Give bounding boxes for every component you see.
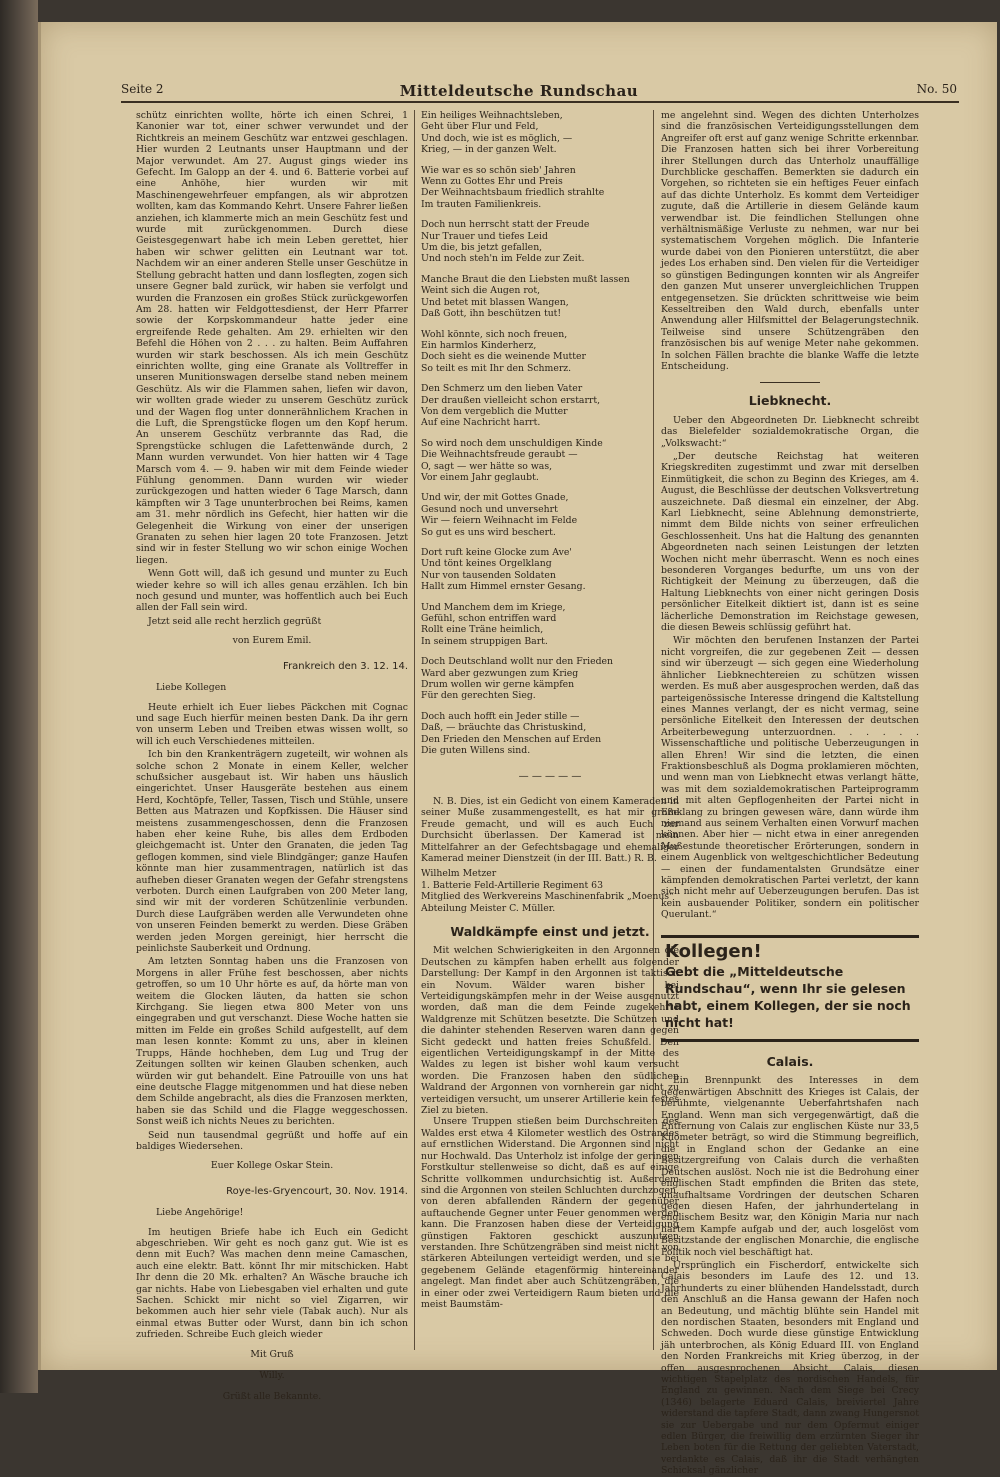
poem-line: Und noch steh'n im Felde zur Zeit. bbox=[421, 253, 585, 265]
poem-stanza bbox=[421, 711, 679, 757]
poem-line: Gesund noch und unversehrt bbox=[421, 503, 558, 515]
poem-line: Wir — feiern Weihnacht im Felde bbox=[421, 515, 578, 527]
poem-line: Den Frieden den Menschen auf Erden bbox=[421, 733, 602, 745]
poem-line: Der draußen vielleicht schon erstarrt, bbox=[421, 394, 601, 406]
article-paragraph: Ein Brennpunkt des Interesses in dem gegenwärtigen Abschnitt des Krieges ist Calais, der berühmte, vielgenannte Ueberfahrtshafen nach England. Wenn man sich vergegenwärtigt, daß die Entfernung von Calais zur englischen Küste nur 33,5 Kilometer beträgt, so wird die Stimmung begreiflich, die in England schon der Gedanke an eine Besitzergreifung von Calais durch die verhaßten Deutschen auslöst. Noch nie ist die Bedrohung einer englischen Stadt empfinden die Briten das stete, unaufhaltsame Vordringen der deutschen Scharen gegen diesen Hafen, der jahrhundertelang in englischem Besitz war, den Königin Maria nur nach hartem Kampfe aufgab und der, auch losgelöst vom Besitzstande der englischen Monarchie, die englische Politik noch viel beschäftigt hat. bbox=[661, 1075, 919, 1258]
letter-signature: Willy. bbox=[259, 1370, 285, 1382]
poem-line: Um die, bis jetzt gefallen, bbox=[421, 242, 543, 254]
article-paragraph: Wir möchten den berufenen Instanzen der Partei nicht vorgreifen, die zur gegebenen Zeit — dessen sind wir überzeugt — sich gegen eine Wiederholung ähnlicher Liebknechtereien zu schützen wissen werden. Es muß aber ausgesprochen werden, daß das parteigenössische Interesse dringend die Kaltstellung eines Mannes verlangt, der es nicht vermag, seine persönliche Eitelkeit den Interessen der deutschen Arbeiterbewegung unterzuordnen. . . . . . Wissenschaftliche und politische Ueberzeugungen in allen Ehren! Wir sind die letzten, die einen Fraktionsbeschluß als Dogma proklamieren möchten, und wenn man von Liebknecht etwas verlangt hätte, was mit dem sozialdemokratischen Parteiprogramm und mit alten Gepflogenheiten der Partei nicht in Einklang zu bringen gewesen wäre, dann würde ihm niemand aus seinem Verhalten einen Vorwurf machen können. Aber hier — nicht etwa in einer anregenden Mußestunde theoretischer Erörterungen, sondern in einem Augenblick von weltgeschichtlicher Bedeutung — einen der fundamentalsten Grundsätze einer kämpfenden demokratischen Partei verletzt, der kann sich nicht mehr auf Ueberzeugungen berufen. Das ist kein ausbauender Politiker, sondern ein politischer Querulant.“ bbox=[661, 635, 919, 921]
book-binding bbox=[0, 0, 38, 1393]
letter-paragraph: Am letzten Sonntag haben uns die Franzosen von Morgens in aller Frühe fest beschossen, aber nichts getroffen, so um 10 Uhr hörte es auf, da hörte man von weitem die Glocken läuten, da hatten sie schon Kirchgang. Sie liegen etwa 800 Meter von uns eingegraben und gut verschanzt. Diese Woche hatten sie mitten im Felde ein großes Schild aufgestellt, auf dem man lesen konnte: Kommt zu uns, aber in kleinen Trupps, Hände hochheben, dem Lug und Trug der Zeitungen sollten wir keinen Glauben schenken, auch würden wir gut behandelt. Eine Patrouille von uns hat eine deutsche Flagge mitgenommen und hat diese neben dem Schilde angebracht, als dies die Franzosen merkten, haben sie das Schild und die Flagge weggeschossen. Sonst weiß ich nichts Neues zu berichten. bbox=[136, 956, 408, 1128]
poem-stanza bbox=[421, 329, 679, 375]
letter-regards: Grüßt alle Bekannte. bbox=[222, 1391, 322, 1403]
letter-signature: Euer Kollege Oskar Stein. bbox=[210, 1160, 334, 1172]
letter-paragraph: schütz einrichten wollte, hörte ich einen Schrei, 1 Kanonier war tot, einer schwer verwundet und der Richtkreis an meinem Geschütz war entzwei geschlagen. Hier wurden 2 Leutnants unser Hauptmann und der Major verwundet. Am 27. August gings wieder ins Gefecht. Im Galopp an der 4. und 6. Batterie vorbei auf eine Anhöhe, hier wurden wir mit Maschinengewehrfeuer empfangen, als wir abprotzen wollten, kam das Kommando Kehrt. Unsere Fahrer ließen anziehen, ich klammerte mich an mein Geschütz fest und wurde mit zurückgenommen. Durch diese Geistesgegenwart habe ich mein Leben gerettet, hier haben wir schwer gelitten ein Leutnant war tot. Nachdem wir an einer anderen Stelle unser Geschütze in Stellung gebracht hatten und dann losflegten, zogen sich unsere Gegner bald zurück, wir haben sie verfolgt und wurden die Franzosen ein großes Stück zurückgeworfen Am 28. hatten wir Feldgottesdienst, der Herr Pfarrer sowie der Korpskommandeur hatte jeder eine ergreifende Rede gehalten. Am 29. erhielten wir den Befehl die Höhen von 2 . . . zu halten. Beim Auffahren wurden wir stark beschossen. Als ich mein Geschütz einrichten wollte, ging eine Granate als Volltreffer in unseren Munitionswagen derselbe stand neben meinem Geschütz. Als wir die Flammen sahen, liefen wir davon, wir wollten grade wieder zu unserem Geschütz zurück und der Wagen flog unter donnerähnlichem Krachen in die Luft, die Sprengstücke flogen um den Kopf herum. An unserem Geschütz verbrannte das Rad, die Sprengstücke schlugen die Lafettenwände durch, 2 Mann wurden verwundet. Von hier hatten wir 4 Tage Marsch vom 4. — 9. haben wir mit dem Feinde wieder Fühlung genommen. Dann wurden wir wieder zurückgezogen und hatten wieder 6 Tage Marsch, dann kämpften wir 3 Tage ununterbrochen bei Reims, kamen am 31. mehr nördlich ins Gefecht, hier hatten wir die Gelegenheit die Wirkung von einer der unserigen Granaten zu sehen hier lagen 20 tote Franzosen. Jetzt sind wir in fester Stellung wo wir schon einige Wochen liegen. bbox=[136, 110, 408, 566]
article-paragraph: me angelehnt sind. Wegen des dichten Unterholzes sind die französischen Verteidigungsstellungen dem Angreifer oft erst auf ganz wenige Schritte erkennbar. Die Franzosen hatten sich bei ihrer Vorbereitung ihrer Stellungen durch das Unterholz unauffällige Durchblicke geschaffen. Bemerkten sie dadurch ein Vorgehen, so richteten sie ein heftiges Feuer einfach auf das dichte Unterholz. Es kommt dem Verteidiger zugute, daß die Artillerie in diesem Gelände kaum verwendbar ist. Die feindlichen Stellungen ohne verhältnismäßige Verluste zu nehmen, war nur bei systematischem Vorgehen möglich. Die Infanterie wurde dabei von den Pionieren unterstützt, die aber jedes Los erhaben sind. Den vielen für die Verteidiger so günstigen Bedingungen konnten wir als Angreifer den ganzen Mut unserer unvergleichlichen Truppen entgegensetzen. Sie drückten schrittweise wie beim Kesseltreiben den Wald durch, ebenfalls unter Anwendung aller Hilfsmittel der Belagerungstechnik. Teilweise sind unsere Schützengräben den französischen bis auf wenige Meter nahe gekommen. In solchen Fällen brachte die blanke Waffe die letzte Entscheidung. bbox=[661, 110, 919, 372]
letter-signature: von Eurem Emil. bbox=[232, 635, 312, 647]
poem-line: Auf eine Nachricht harrt. bbox=[421, 417, 541, 429]
poem-stanza bbox=[421, 383, 679, 429]
note-signature-name: Wilhelm Metzer bbox=[421, 868, 497, 880]
poem-line: Weint sich die Augen rot, bbox=[421, 285, 541, 297]
poem-line: Hallt zum Himmel ernster Gesang. bbox=[421, 581, 586, 593]
poem-line: Drum wollen wir gerne kämpfen bbox=[421, 679, 575, 691]
poem-line: Den Schmerz um den lieben Vater bbox=[421, 383, 583, 395]
poem-line: Von dem vergeblich die Mutter bbox=[421, 405, 568, 417]
poem-line: Im trauten Familienkreis. bbox=[421, 198, 542, 210]
letter-closing: Mit Gruß bbox=[250, 1348, 294, 1360]
poem-line: Doch Deutschland wollt nur den Frieden bbox=[421, 656, 614, 668]
article-paragraph: Unsere Truppen stießen beim Durchschreiten des Waldes erst etwa 4 Kilometer westlich des Ostrandes auf ernstlichen Widerstand. Die Argonnen sind nicht nur Hochwald. Das Unterholz ist infolge der geringen Forstkultur stellenweise so dicht, daß es auf einige Schritte vollkommen undurchsichtig ist. Außerdem sind die Argonnen von steilen Schluchten durchzogen, von deren abfallenden Rändern der gegenüber auftauchende Gegner unter Feuer genommen werden kann. Die Franzosen haben diese der Verteidigung günstigen Faktoren geschickt auszunutzen verstanden. Ihre Schützengräben sind meist nicht von stärkeren Abteilungen verteidigt werden, und sie bei gegebenem Gelände etagenförmig hintereinander angelegt. Man findet aber auch Schützengräben, die in einer oder zwei Verteidigern Raum bieten und die meist Baumstäm- bbox=[421, 1116, 679, 1310]
poem-stanza bbox=[421, 110, 679, 156]
poem-line: Dort ruft keine Glocke zum Ave' bbox=[421, 547, 572, 558]
newspaper-page bbox=[38, 22, 997, 1477]
letter-place-date: Frankreich den 3. 12. 14. bbox=[283, 660, 408, 672]
poem-stanza bbox=[421, 656, 679, 702]
column-divider bbox=[414, 110, 415, 1350]
poem bbox=[421, 110, 679, 757]
column-3 bbox=[661, 110, 919, 1477]
poem-line: Ward aber gezwungen zum Krieg bbox=[421, 667, 579, 679]
poem-line: Und Manchem dem im Kriege, bbox=[421, 601, 566, 613]
poem-line: Wenn zu Gottes Ehr und Preis bbox=[421, 176, 563, 188]
column-2 bbox=[421, 110, 679, 1358]
ad-heading: Kollegen! bbox=[665, 940, 762, 962]
poem-line: Daß Gott, ihn beschützen tut! bbox=[421, 308, 562, 320]
page-number: Seite 2 bbox=[121, 82, 164, 96]
article-paragraph: Ueber den Abgeordneten Dr. Liebknecht schreibt das Bielefelder sozialdemokratische Organ, die „Volkswacht:“ bbox=[661, 414, 919, 449]
poem-line: Ein heiliges Weihnachtsleben, bbox=[421, 110, 563, 121]
poem-line: So wird noch dem unschuldigen Kinde bbox=[421, 437, 603, 449]
poem-line: Wohl könnte, sich noch freuen, bbox=[421, 328, 568, 340]
note-text: N. B. Dies, ist ein Gedicht von einem Kameraden in seiner Muße zusammengestellt, es hat mir große Freude gemacht, und will es auch Euch zur Durchsicht überlassen. Der Kamerad ist mein Mittelfahrer an der Gefechtsbagage und ehemaliger Kamerad meiner Dienstzeit (in der III. Batt.) R. B. bbox=[421, 795, 679, 864]
poem-line: Die Weihnachtsfreude geraubt — bbox=[421, 449, 578, 461]
poem-stanza bbox=[421, 547, 679, 593]
poem-line: Wie war es so schön sieb' Jahren bbox=[421, 164, 576, 176]
letter-salutation: Liebe Kollegen bbox=[156, 682, 227, 694]
poem-line: Die guten Willens sind. bbox=[421, 745, 531, 757]
letter-paragraph: Ich bin den Krankenträgern zugeteilt, wir wohnen als solche schon 2 Monate in einem Keller, welcher schußsicher ausgebaut ist. Wir haben uns häuslich eingerichtet. Unser Hausgeräte bestehen aus einem Herd, Kochtöpfe, Teller, Tassen, Tisch und Stühle, unsere Betten aus Matrazen und Kopfkissen. Die Häuser sind meistens zusammengeschossen, denn die Franzosen haben eher keine Ruhe, bis alles dem Erdboden gleichgemacht ist. Unter den Granaten, die jeden Tag geflogen kommen, sind viele Blindgänger; ganze Haufen könnte man hier zusammentragen, natürlich ist das aufheben dieser Granaten wegen der Gefahr strengstens verboten. Durch einen Laufgraben von 200 Meter lang, sind wir mit der vorderen Schützenlinie verbunden. Durch diese Laufgräben werden alle Verwundeten ohne von unseren Feinden bemerkt zu werden. Diese Gräben werden jeden Morgen gereinigt, hier herrscht die peinlichste Sauberkeit und Ordnung. bbox=[136, 749, 408, 955]
article-paragraph: Ursprünglich ein Fischerdorf, entwickelte sich Calais besonders im Laufe des 12. und 13. Jahrhunderts zu einer blühenden Handelsstadt, durch den Anschluß an die Hansa gewann der Hafen noch an Bedeutung, und mächtig blühte sein Handel mit den nordischen Staaten, besonders mit England und Schweden. Doch wurde diese günstige Entwicklung jäh unterbrochen, als König Eduard III. von England den Norden Frankreichs mit Krieg überzog, in der offen ausgesprochenen Absicht, Calais, diesen wichtigen Stapelplatz des nordischen Handels, für England zu gewinnen. Nach dem Siege bei Crecy (1346) belagerte Eduard Calais, breiviertel Jahre widerstand die tapfere Stadt, dann zwang Hungersnot sie zur Uebergabe und nur dem Opfermut einiger edlen Bürger, die freiwillig dem erzürnten Sieger ihr Leben boten für die Rettung der geliebten Vaterstadt, verdankte es Calais, daß ihr die Stadt verhängten Schicksal gänzlicher bbox=[661, 1259, 919, 1477]
poem-line: Gefühl, schon entriffen ward bbox=[421, 613, 557, 625]
poem-stanza bbox=[421, 165, 679, 211]
poem-line: Vor einem Jahr geglaubt. bbox=[421, 471, 539, 483]
letter-greeting: Jetzt seid alle recht herzlich gegrüßt bbox=[148, 615, 322, 627]
header-rule bbox=[121, 101, 959, 103]
poem-line: Ein harmlos Kinderherz, bbox=[421, 339, 537, 351]
article-title: Waldkämpfe einst und jetzt. bbox=[450, 923, 650, 939]
poem-line: In seinem struppigen Bart. bbox=[421, 635, 548, 647]
poem-line: Und wir, der mit Gottes Gnade, bbox=[421, 492, 569, 504]
poem-stanza bbox=[421, 438, 679, 484]
letter-place-date: Roye-les-Gryencourt, 30. Nov. 1914. bbox=[226, 1185, 408, 1197]
poem-line: O, sagt — wer hätte so was, bbox=[421, 460, 553, 472]
separator-stars: — — — — — bbox=[518, 770, 582, 782]
letter-salutation: Liebe Angehörige! bbox=[156, 1207, 244, 1219]
poem-line: So gut es uns wird beschert. bbox=[421, 526, 556, 538]
masthead-title: Mitteldeutsche Rundschau bbox=[399, 82, 639, 100]
issue-number: No. 50 bbox=[916, 82, 957, 96]
section-divider bbox=[760, 382, 820, 383]
poem-stanza bbox=[421, 219, 679, 265]
poem-line: Für den gerechten Sieg. bbox=[421, 690, 536, 702]
section-title: Liebknecht. bbox=[748, 393, 832, 409]
poem-stanza bbox=[421, 602, 679, 648]
poem-line: Der Weihnachtsbaum friedlich strahlte bbox=[421, 187, 605, 199]
poem-line: So teilt es mit Ihr den Schmerz. bbox=[421, 362, 572, 374]
poem-stanza bbox=[421, 274, 679, 320]
letter-paragraph: Seid nun tausendmal gegrüßt und hoffe auf ein baldiges Wiedersehen. bbox=[136, 1129, 408, 1152]
ad-text: Gebt die „Mitteldeutsche Rundschau“, wenn Ihr sie gelesen habt, einem Kollegen, der sie noch nicht hat! bbox=[665, 964, 911, 1031]
letter-paragraph: Im heutigen Briefe habe ich Euch ein Gedicht abgeschrieben. Wir geht es noch ganz gut. Wie ist es denn mit Euch? Was machen denn meine Camaschen, auch eine elektr. Batt. könnt Ihr mir mitschicken. Habt Ihr denn die 20 Mk. erhalten? An Wäsche brauche ich gar nichts. Habe von Liebesgaben viel erhalten und gute Sachen. Schickt mir nicht so viel Zigarren, wir bekommen auch hier sehr viele (Tabak auch). Nur als einmal etwas Butter oder Wurst, dann bin ich schon zufrieden. Schreibe Euch gleich wieder bbox=[136, 1226, 408, 1341]
poem-line: Daß, — bräuchte das Christuskind, bbox=[421, 722, 587, 734]
column-1 bbox=[136, 110, 408, 1403]
article-paragraph: „Der deutsche Reichstag hat weiteren Kriegskrediten zugestimmt und zwar mit derselben Einmütigkeit, die schon zu Beginn des Krieges, am 4. August, die Beschlüsse der deutschen Volksvertretung auszeichnete. Daß diesmal ein einzelner, der Abg. Karl Liebknecht, seine Ablehnung demonstrierte, nimmt dem Bilde nichts von seiner erfreulichen Geschlossenheit. Uns hat die Haltung des genannten Abgeordneten nach seinen Leistungen der letzten Wochen nicht mehr überrascht. Wenn es noch eines besonderen Vorganges bedurfte, um uns von der Richtigkeit der Meinung zu überzeugen, daß die Haltung Liebknechts von einer nicht geringen Dosis persönlicher Eitelkeit diktiert ist, dann ist es seine lächerliche Demonstration im Reichstage gewesen, die diesen Beweis schlüssig geführt hat. bbox=[661, 450, 919, 634]
article-paragraph: Mit welchen Schwierigkeiten in den Argonnen die Deutschen zu kämpfen haben erhellt aus folgender Darstellung: Der Kampf in den Argonnen ist taktisch ein Novum. Wälder waren bisher bei Verteidigungskämpfen mehr in der Weise ausgenutzt worden, daß man die dem Feinde zugekehrte Waldgrenze mit Schützen besetzte. Die Schützen und die dahinter stehenden Reserven waren dann gegen Sicht gedeckt und hatten freies Schußfeld. Den eigentlichen Verteidigungskampf in der Mitte des Waldes zu legen ist bisher wohl kaum versucht worden. Die Franzosen haben den südlichen Waldrand der Argonnen von vornherein gar nicht zu verteidigen versucht, um unserer Artillerie kein festes Ziel zu bieten. bbox=[421, 945, 679, 1117]
letter-paragraph: Wenn Gott will, daß ich gesund und munter zu Euch wieder kehre so will ich alles genau erzählen. Ich bin noch gesund und munter, was hoffentlich auch bei Euch allen der Fall sein wird. bbox=[136, 568, 408, 614]
poem-line: Nur von tausenden Soldaten bbox=[421, 569, 556, 581]
advertisement-box bbox=[661, 935, 919, 1042]
letter-paragraph: Heute erhielt ich Euer liebes Päckchen mit Cognac und sage Euch hierfür meinen besten Dank. Da ihr gern von unserm Leben und Treiben etwas wissen wollt, so will ich euch Verschiedenes mitteilen. bbox=[136, 701, 408, 747]
poem-line: Und doch, wie ist es möglich, — bbox=[421, 132, 573, 144]
poem-stanza bbox=[421, 492, 679, 538]
poem-line: Und tönt keines Orgelklang bbox=[421, 558, 552, 570]
poem-line: Rollt eine Träne heimlich, bbox=[421, 624, 544, 636]
poem-line: Manche Braut die den Liebsten mußt lassen bbox=[421, 273, 630, 285]
poem-line: Und betet mit blassen Wangen, bbox=[421, 296, 569, 308]
poem-line: Krieg, — in der ganzen Welt. bbox=[421, 144, 557, 156]
section-title: Calais. bbox=[766, 1054, 814, 1070]
poem-line: Doch auch hofft ein Jeder stille — bbox=[421, 710, 580, 722]
note-signature-unit: 1. Batterie Feld-Artillerie Regiment 63 bbox=[421, 879, 604, 891]
poem-line: Nur Trauer und tiefes Leid bbox=[421, 230, 548, 242]
poem-line: Doch nun herrscht statt der Freude bbox=[421, 219, 590, 231]
poem-line: Doch sieht es die weinende Mutter bbox=[421, 351, 586, 363]
note-signature-member: Mitglied des Werkvereins Maschinenfabrik „Moenus“ Abteilung Meister C. Müller. bbox=[421, 891, 674, 914]
poem-line: Geht über Flur und Feld, bbox=[421, 121, 539, 133]
